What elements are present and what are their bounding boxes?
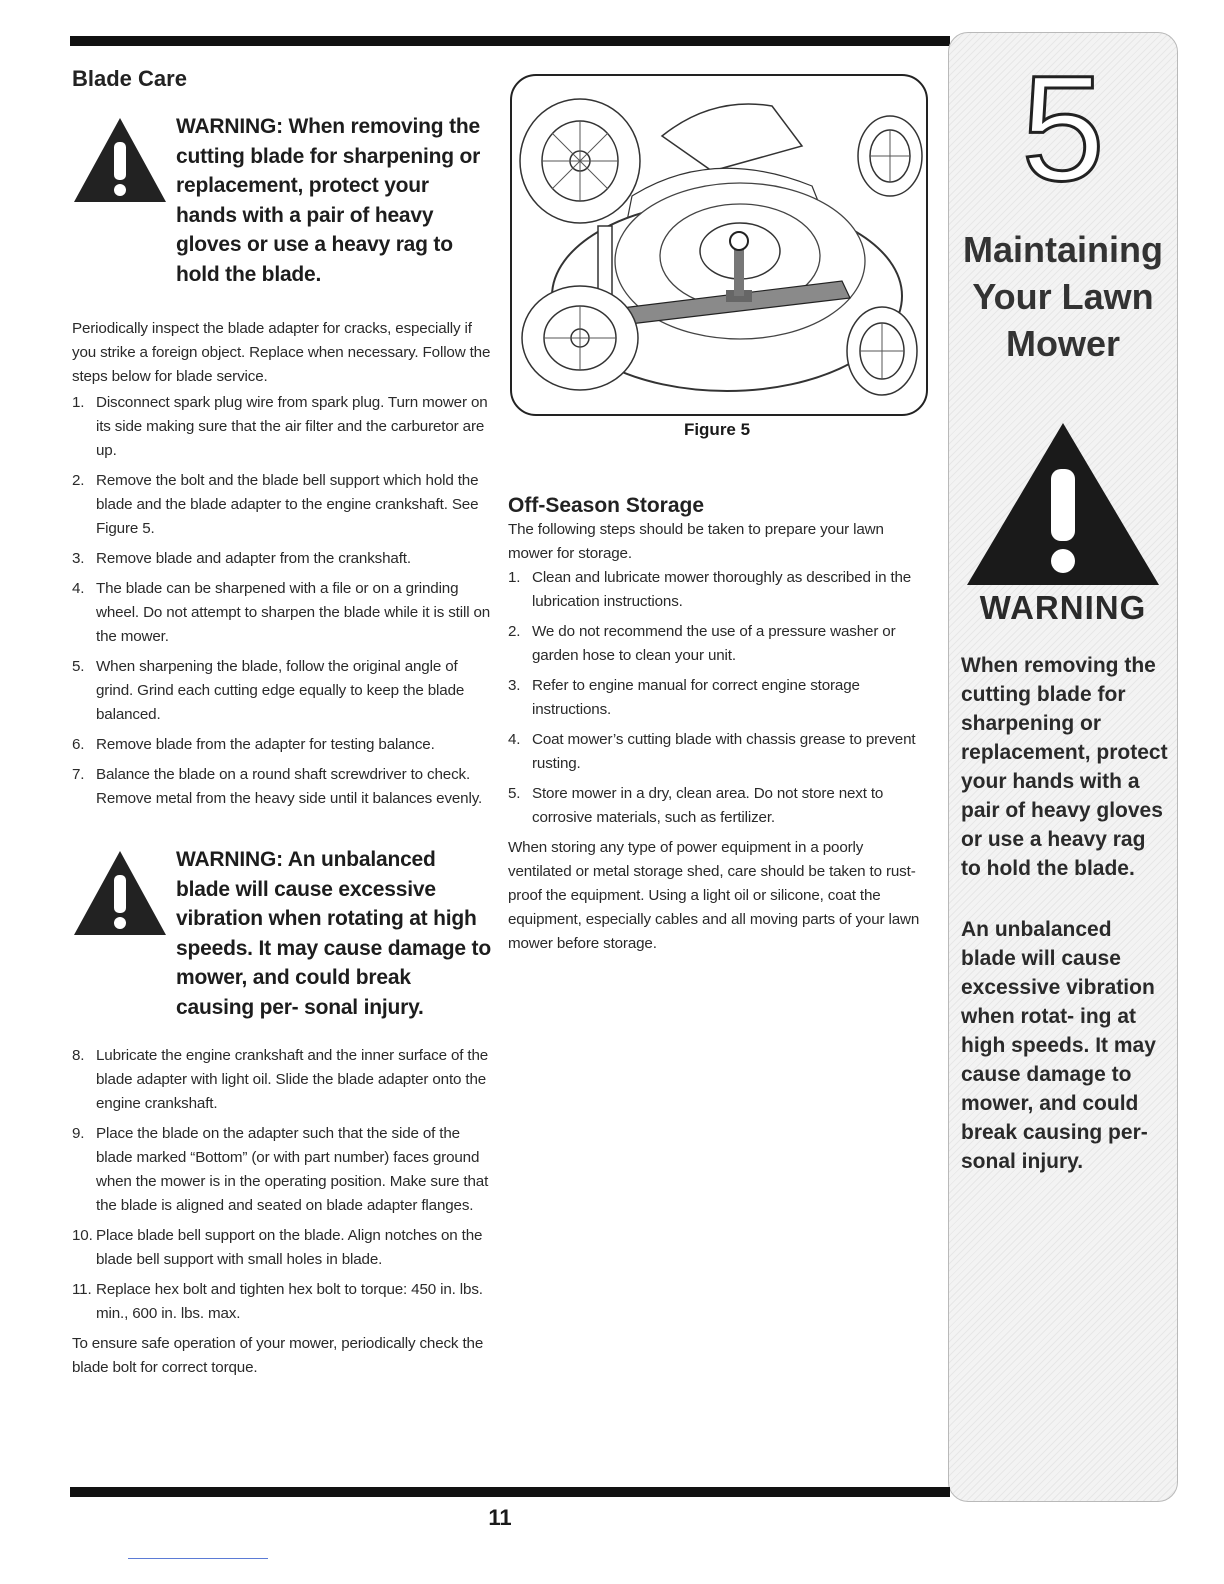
blade-steps-list-b bbox=[72, 1044, 492, 1326]
list-item: 5. When sharpening the blade, follow the original angle of grind. Grind each cutting edge equally to keep the blade balanced. bbox=[72, 658, 465, 723]
warning-text: WARNING: An unbalanced blade will cause excessive vibration when rotating at high speeds. It may cause damage to mower, and could break causing per- sonal injury. bbox=[176, 848, 491, 1019]
list-item: 4. Coat mower’s cutting blade with chassis grease to prevent rusting. bbox=[508, 731, 916, 772]
figure-5-illustration bbox=[510, 74, 928, 416]
sidebar-warning-text: An unbalanced blade will cause excessive vibration when rotat- ing at high speeds. It may cause damage to mower, and could break causing per- sonal injury. bbox=[961, 918, 1156, 1173]
chapter-title bbox=[949, 226, 1177, 367]
list-item: 10. Place blade bell support on the blade. Align notches on the blade bell support with small holes in blade. bbox=[72, 1227, 483, 1268]
figure-caption: Figure 5 bbox=[683, 420, 751, 439]
list-item: 6. Remove blade from the adapter for testing balance. bbox=[72, 736, 435, 753]
warning-triangle-icon bbox=[965, 421, 1161, 589]
storage-closing: When storing any type of power equipment in a poorly ventilated or metal storage shed, care should be taken to rust-proof the equipment. Using a light oil or silicone, coat the equipment, especially cables and all moving parts of your lawn mower before storage. bbox=[508, 839, 920, 952]
blade-removal-warning bbox=[72, 112, 492, 289]
warning-heading: WARNING bbox=[979, 589, 1147, 626]
sidebar-warning-text: When removing the cutting blade for sharpening or replacement, protect your hands with a pair of heavy gloves or use a heavy rag to hold the blade. bbox=[961, 654, 1168, 880]
top-rule bbox=[70, 36, 950, 46]
list-item: 3. Remove blade and adapter from the crankshaft. bbox=[72, 550, 411, 567]
blade-care-closing: To ensure safe operation of your mower, periodically check the blade bolt for correct torque. bbox=[72, 1335, 484, 1376]
list-item: 9. Place the blade on the adapter such that the side of the blade marked “Bottom” (or with part number) faces ground when the mower is in the operating position. Make sure that the blade is aligned and seated on blade adapter flanges. bbox=[72, 1125, 489, 1214]
blade-steps-list-a bbox=[72, 391, 492, 811]
footer-link-line bbox=[128, 1558, 268, 1559]
list-item: 2. Remove the bolt and the blade bell support which hold the blade and the blade adapter to the engine crankshaft. See Figure 5. bbox=[72, 472, 479, 537]
warning-triangle-icon bbox=[72, 849, 168, 941]
list-item: 4. The blade can be sharpened with a file or on a grinding wheel. Do not attempt to sharpen the blade while it is still on the mower. bbox=[72, 580, 491, 645]
warning-text: WARNING: When removing the cutting blade for sharpening or replacement, protect your hands with a pair of heavy gloves or use a heavy rag to hold the blade. bbox=[176, 115, 481, 286]
list-item: 7. Balance the blade on a round shaft screwdriver to check. Remove metal from the heavy side until it balances evenly. bbox=[72, 766, 483, 807]
list-item: 11. Replace hex bolt and tighten hex bolt to torque: 450 in. lbs. min., 600 in. lbs. max. bbox=[72, 1281, 483, 1322]
list-item: 8. Lubricate the engine crankshaft and the inner surface of the blade adapter with light oil. Slide the blade adapter onto the engine crankshaft. bbox=[72, 1047, 489, 1112]
chapter-title-line: Maintaining bbox=[963, 229, 1163, 270]
chapter-sidebar bbox=[948, 32, 1178, 1502]
blade-care-heading: Blade Care bbox=[72, 66, 187, 91]
chapter-number: 5 bbox=[1021, 44, 1105, 212]
warning-triangle-icon bbox=[72, 116, 168, 208]
bottom-rule bbox=[70, 1487, 950, 1497]
storage-steps-list bbox=[508, 566, 928, 830]
page-number: 11 bbox=[488, 1505, 512, 1530]
blade-care-column bbox=[72, 66, 492, 1380]
storage-heading: Off-Season Storage bbox=[508, 494, 705, 517]
list-item: 1. Clean and lubricate mower thoroughly as described in the lubrication instructions. bbox=[508, 569, 912, 610]
storage-intro: The following steps should be taken to prepare your lawn mower for storage. bbox=[508, 521, 884, 562]
list-item: 5. Store mower in a dry, clean area. Do not store next to corrosive materials, such as fertilizer. bbox=[508, 785, 884, 826]
chapter-title-line: Mower bbox=[1005, 323, 1120, 364]
blade-care-intro: Periodically inspect the blade adapter for cracks, especially if you strike a foreign object. Replace when necessary. Follow the steps below for blade service. bbox=[72, 320, 491, 385]
unbalanced-blade-warning bbox=[72, 845, 492, 1022]
list-item: 3. Refer to engine manual for correct engine storage instructions. bbox=[508, 677, 860, 718]
list-item: 2. We do not recommend the use of a pressure washer or garden hose to clean your unit. bbox=[508, 623, 896, 664]
storage-column bbox=[508, 494, 928, 956]
list-item: 1. Disconnect spark plug wire from spark plug. Turn mower on its side making sure that the air filter and the carburetor are up. bbox=[72, 394, 488, 459]
chapter-title-line: Your Lawn bbox=[972, 276, 1154, 317]
mower-underside-illustration bbox=[512, 76, 926, 414]
